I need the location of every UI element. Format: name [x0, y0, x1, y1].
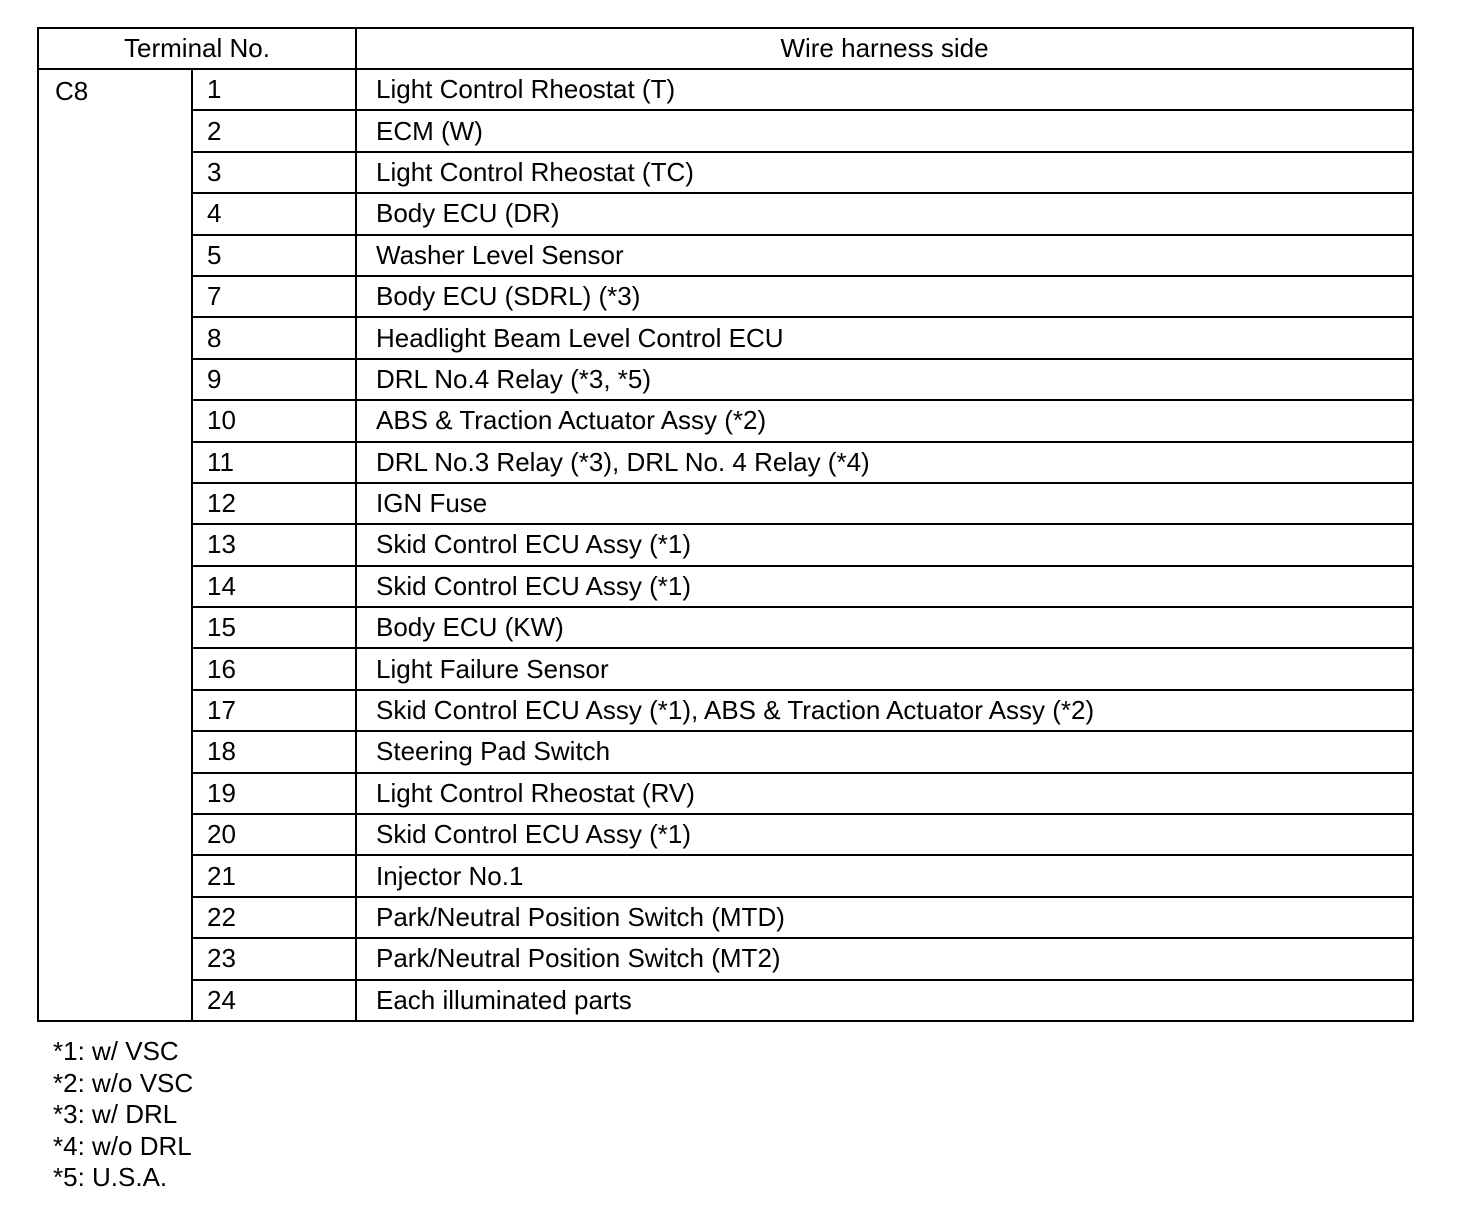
table-row: [38, 897, 1413, 938]
table-row: [38, 442, 1413, 483]
table-row: [38, 690, 1413, 731]
wire-harness-description: Skid Control ECU Assy (*1): [356, 814, 1413, 855]
terminal-number: 22: [192, 897, 356, 938]
wire-harness-description: Injector No.1: [356, 855, 1413, 896]
terminal-number: 23: [192, 938, 356, 979]
wire-harness-description: Each illuminated parts: [356, 980, 1413, 1021]
table-row: [38, 193, 1413, 234]
table-row: [38, 980, 1413, 1021]
wire-harness-description: Body ECU (DR): [356, 193, 1413, 234]
terminal-number: 15: [192, 607, 356, 648]
terminal-number: 16: [192, 648, 356, 689]
footnote: *1: w/ VSC: [53, 1036, 179, 1066]
table-row: [38, 483, 1413, 524]
table-row: [38, 400, 1413, 441]
wire-harness-description: ABS & Traction Actuator Assy (*2): [356, 400, 1413, 441]
terminal-number: 21: [192, 855, 356, 896]
table-row: [38, 276, 1413, 317]
wire-harness-description: Light Control Rheostat (RV): [356, 773, 1413, 814]
table-row: [38, 359, 1413, 400]
table-row: [38, 814, 1413, 855]
wire-harness-description: Body ECU (SDRL) (*3): [356, 276, 1413, 317]
wire-harness-description: Skid Control ECU Assy (*1): [356, 566, 1413, 607]
footnote: *4: w/o DRL: [53, 1130, 192, 1161]
wire-harness-description: Park/Neutral Position Switch (MTD): [356, 897, 1413, 938]
terminal-number: 18: [192, 731, 356, 772]
header-wire-harness-side: Wire harness side: [356, 28, 1413, 69]
footnotes: [53, 1036, 193, 1194]
terminal-number: 13: [192, 524, 356, 565]
wire-harness-description: Body ECU (KW): [356, 607, 1413, 648]
terminal-number: 3: [192, 152, 356, 193]
table-row: [38, 566, 1413, 607]
footnote: *5: U.S.A.: [53, 1162, 168, 1192]
terminal-number: 12: [192, 483, 356, 524]
wire-harness-description: DRL No.4 Relay (*3, *5): [356, 359, 1413, 400]
wire-harness-description: Park/Neutral Position Switch (MT2): [356, 938, 1413, 979]
terminal-number: 8: [192, 317, 356, 358]
wire-harness-description: Washer Level Sensor: [356, 235, 1413, 276]
wire-harness-description: ECM (W): [356, 110, 1413, 151]
terminal-number: 24: [192, 980, 356, 1021]
terminal-number: 5: [192, 235, 356, 276]
table-row: [38, 69, 1413, 110]
wire-harness-description: IGN Fuse: [356, 483, 1413, 524]
table-row: [38, 317, 1413, 358]
terminal-number: 10: [192, 400, 356, 441]
connector-code: C8: [38, 69, 192, 1021]
footnote: *2: w/o VSC: [53, 1067, 194, 1098]
terminal-number: 1: [192, 69, 356, 110]
table-body: [38, 69, 1413, 1021]
terminal-number: 11: [192, 442, 356, 483]
table-row: [38, 524, 1413, 565]
header-terminal-no: Terminal No.: [38, 28, 356, 69]
terminal-number: 9: [192, 359, 356, 400]
wire-harness-description: Skid Control ECU Assy (*1), ABS & Traction Actuator Assy (*2): [356, 690, 1413, 731]
wire-harness-description: Headlight Beam Level Control ECU: [356, 317, 1413, 358]
wire-harness-description: Steering Pad Switch: [356, 731, 1413, 772]
table-row: [38, 773, 1413, 814]
table-row: [38, 607, 1413, 648]
terminal-number: 20: [192, 814, 356, 855]
table-header-row: [38, 28, 1413, 69]
table-row: [38, 110, 1413, 151]
wire-harness-description: Light Control Rheostat (T): [356, 69, 1413, 110]
footnote: *3: w/ DRL: [53, 1099, 178, 1129]
table-row: [38, 938, 1413, 979]
table-row: [38, 648, 1413, 689]
wire-harness-description: Skid Control ECU Assy (*1): [356, 524, 1413, 565]
connector-terminal-table: [37, 27, 1414, 1022]
wire-harness-description: Light Control Rheostat (TC): [356, 152, 1413, 193]
table-row: [38, 235, 1413, 276]
terminal-number: 19: [192, 773, 356, 814]
terminal-number: 17: [192, 690, 356, 731]
terminal-number: 14: [192, 566, 356, 607]
wire-harness-description: Light Failure Sensor: [356, 648, 1413, 689]
table-row: [38, 152, 1413, 193]
terminal-number: 2: [192, 110, 356, 151]
terminal-number: 4: [192, 193, 356, 234]
terminal-number: 7: [192, 276, 356, 317]
table-row: [38, 855, 1413, 896]
wire-harness-description: DRL No.3 Relay (*3), DRL No. 4 Relay (*4): [356, 442, 1413, 483]
table-row: [38, 731, 1413, 772]
